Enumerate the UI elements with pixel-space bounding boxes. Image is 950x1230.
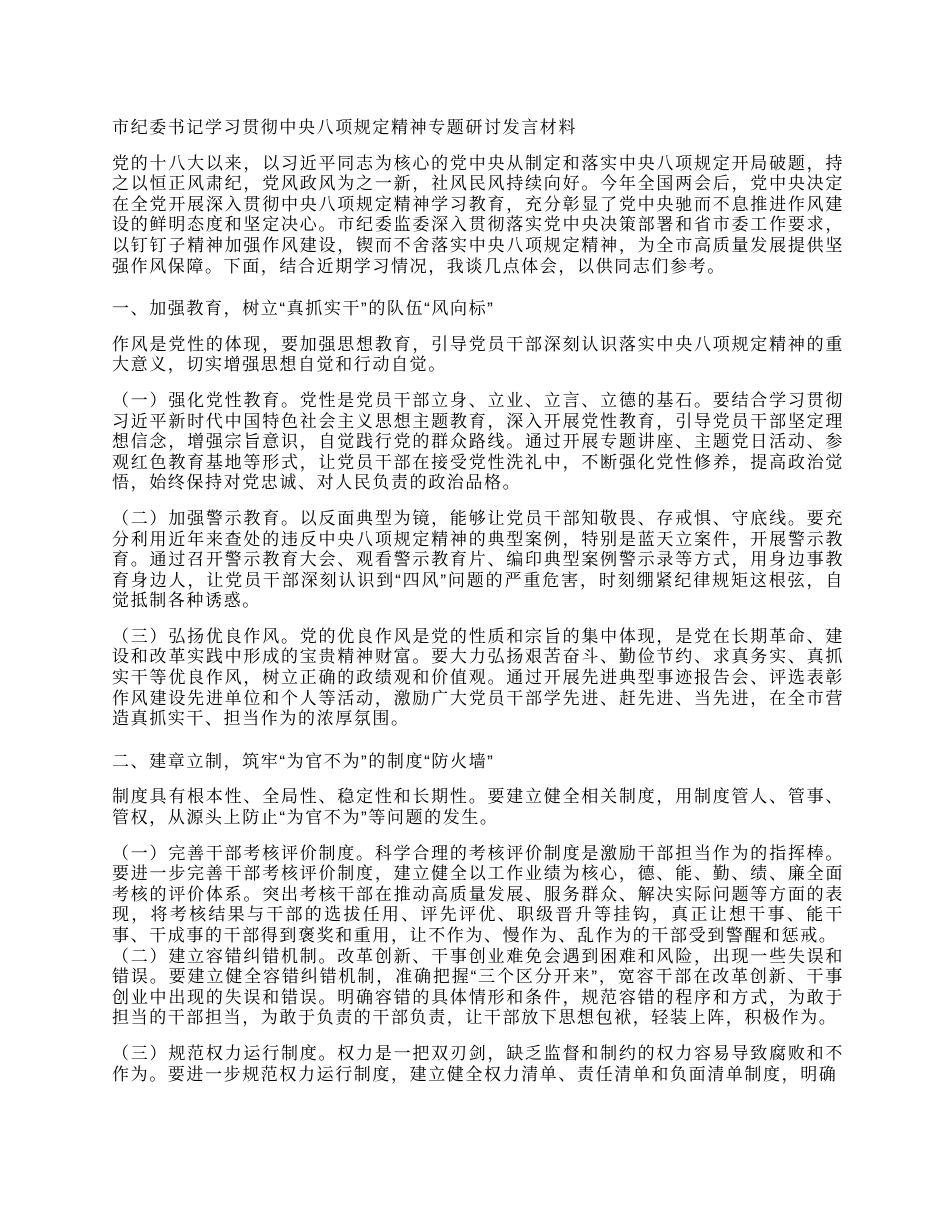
section-1-heading: 一、加强教育，树立“真抓实干”的队伍“风向标” [112,299,495,319]
section-1-item-1-paragraph: （一）强化党性教育。党性是党员干部立身、立业、立言、立德的基石。要结合学习贯彻习近平新时代中国特色社会主义思想主题教育，深入开展党性教育，引导党员干部坚定理想信念，增强宗旨意识，自觉践行党的群众路线。通过开展专题讲座、主题党日活动、参观红色教育基地等形式，让党员干部在接受党性洗礼中，不断强化党性修养，提高政治觉悟，始终保持对党忠诚、对人民负责的政治品格。 [112,390,844,493]
section-2-item-1-paragraph: （一）完善干部考核评价制度。科学合理的考核评价制度是激励干部担当作为的指挥棒。要进一步完善干部考核评价制度，建立健全以工作业绩为核心，德、能、勤、绩、廉全面考核的评价体系。突出考核干部在推动高质量发展、服务群众、解决实际问题等方面的表现，将考核结果与干部的选拔任用、评先评优、职级晋升等挂钩，真正让想干事、能干事、干成事的干部得到褒奖和重用，让不作为、慢作为、乱作为的干部受到警醒和惩戒。 [112,843,844,945]
section-2-item-2-paragraph: （二）建立容错纠错机制。改革创新、干事创业难免会遇到困难和风险，出现一些失误和错误。要建立健全容错纠错机制，准确把握“三个区分开来”，宽容干部在改革创新、干事创业中出现的失误和错误。明确容错的具体情形和条件，规范容错的程序和方式，为敢于担当的干部担当，为敢于负责的干部负责，让干部放下思想包袱，轻装上阵，积极作为。 [112,946,844,1028]
section-1-lead-paragraph: 作风是党性的体现，要加强思想教育，引导党员干部深刻认识落实中央八项规定精神的重大意义，切实增强思想自觉和行动自觉。 [112,334,844,375]
section-2-heading: 二、建章立制，筑牢“为官不为”的制度“防火墙” [112,751,495,771]
section-2-item-3-paragraph: （三）规范权力运行制度。权力是一把双刃剑，缺乏监督和制约的权力容易导致腐败和不作为。要进一步规范权力运行制度，建立健全权力清单、责任清单和负面清单制度，明确 [112,1043,844,1084]
section-2-lead-paragraph: 制度具有根本性、全局性、稳定性和长期性。要建立健全相关制度，用制度管人、管事、管权，从源头上防止“为官不为”等问题的发生。 [112,787,844,828]
intro-paragraph: 党的十八大以来，以习近平同志为核心的党中央从制定和落实中央八项规定开局破题，持之以恒正风肃纪，党风政风为之一新，社风民风持续向好。今年全国两会后，党中央决定在全党开展深入贯彻中央八项规定精神学习教育，充分彰显了党中央驰而不息推进作风建设的鲜明态度和坚定决心。市纪委监委深入贯彻落实党中央决策部署和省市委工作要求，以钉钉子精神加强作风建设，锲而不舍落实中央八项规定精神，为全市高质量发展提供坚强作风保障。下面，结合近期学习情况，我谈几点体会，以供同志们参考。 [112,153,844,276]
document-title: 市纪委书记学习贯彻中央八项规定精神专题研讨发言材料 [112,118,577,137]
document-body [112,118,844,1100]
section-1-item-2-paragraph: （二）加强警示教育。以反面典型为镜，能够让党员干部知敬畏、存戒惧、守底线。要充分利用近年来查处的违反中央八项规定精神的典型案例，特别是蓝天立案件，开展警示教育。通过召开警示教育大会、观看警示教育片、编印典型案例警示录等方式，用身边事教育身边人，让党员干部深刻认识到“四风”问题的严重危害，时刻绷紧纪律规矩这根弦，自觉抵制各种诱惑。 [112,508,844,611]
section-1-item-3-paragraph: （三）弘扬优良作风。党的优良作风是党的性质和宗旨的集中体现，是党在长期革命、建设和改革实践中形成的宝贵精神财富。要大力弘扬艰苦奋斗、勤俭节约、求真务实、真抓实干等优良作风，树立正确的政绩观和价值观。通过开展先进典型事迹报告会、评选表彰作风建设先进单位和个人等活动，激励广大党员干部学先进、赶先进、当先进，在全市营造真抓实干、担当作为的浓厚氛围。 [112,626,844,729]
